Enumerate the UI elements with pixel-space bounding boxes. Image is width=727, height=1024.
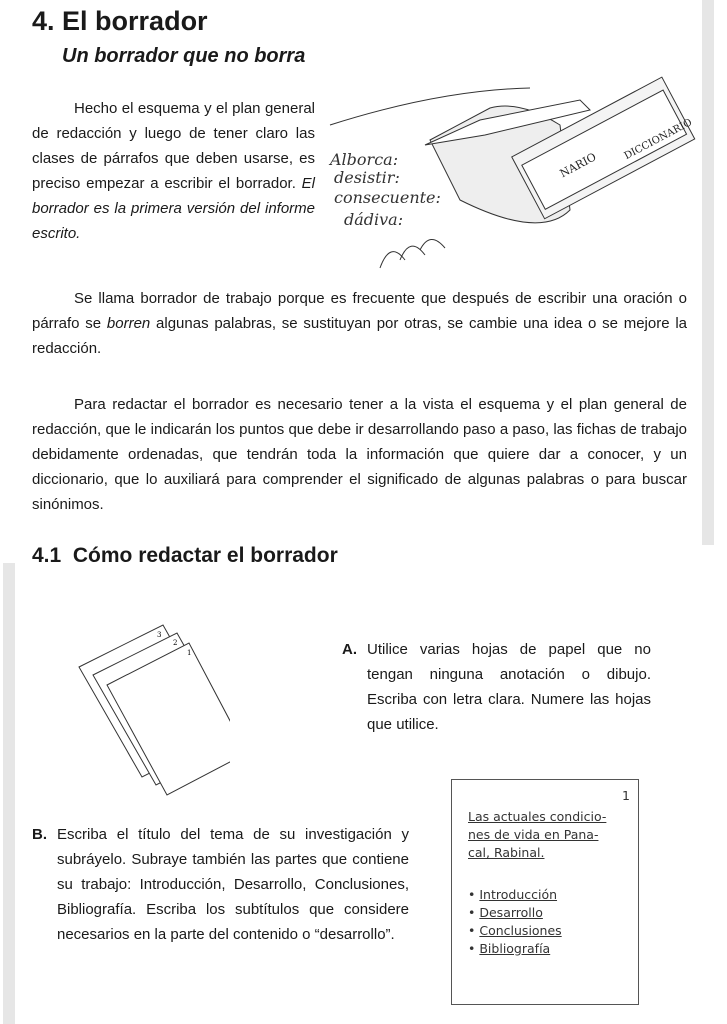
writing-illustration [320,70,700,270]
chapter-subtitle: Un borrador que no borra [62,45,306,67]
svg-text:DICCIONARIO: DICCIONARIO [622,117,695,163]
section-heading: 4.1 Cómo redactar el borrador [32,544,338,567]
svg-text:consecuente:: consecuente: [334,188,441,207]
sample-list-item: • Conclusiones [468,923,562,938]
intro-paragraph: Hecho el esquema y el plan general de redacción y luego de tener claro las clases de párrafos que deben usarse, es preciso empezar a escribir el borrador. El borrador es la primera versión del informe escrito. [32,100,315,242]
sample-page-number: 1 [622,788,630,803]
svg-text:desistir:: desistir: [334,168,400,187]
sample-draft-page [451,779,639,1005]
paragraph-borrador-definition: Se llama borrador de trabajo porque es frecuente que después de escribir una oración o párrafo se borren algunas palabras, se sustituyan por otras, se cambie una idea o se mejore la redacción. [32,290,688,357]
sample-title-line: cal, Rabinal. [468,845,545,860]
svg-text:dádiva:: dádiva: [344,210,404,229]
svg-text:Alborca:: Alborca: [330,150,399,169]
sample-list-item: • Bibliografía [468,941,551,956]
svg-text:3: 3 [157,631,162,639]
sample-title-line: Las actuales condicio- [468,809,607,824]
stacked-sheets-illustration [70,615,230,805]
svg-text:NARIO: NARIO [557,150,599,181]
svg-text:1: 1 [187,649,192,657]
paragraph-requirements: Para redactar el borrador es necesario tener a la vista el esquema y el plan general de redacción, que le indicarán los puntos que debe ir desarrollando paso a paso, las fichas de trabajo debidamente ordenadas, que tendrán toda la información que quiere dar a conocer, y un diccionario, que lo auxiliará para comprender el significado de algunas palabras o para buscar sinónimos. [32,396,687,513]
sample-list-item: • Introducción [468,887,558,902]
chapter-heading: 4. El borrador [32,6,208,36]
step-a: A. Utilice varias hojas de papel que no tengan ninguna anotación o dibujo. Escriba con letra clara. Numere las hojas que utilice. [342,641,651,733]
margin-bar-left [3,563,15,1024]
sample-list-item: • Desarrollo [468,905,543,920]
margin-bar-right [702,0,714,545]
svg-text:2: 2 [173,639,178,647]
step-b: B. Escriba el título del tema de su investigación y subráyelo. Subraye también las partes que contiene su trabajo: Introducción, Desarrollo, Conclusiones, Bibliografía. Escriba los subtítulos que considere necesarios en la parte del contenido o “desarrollo”. [32,826,409,943]
sample-title-line: nes de vida en Pana- [468,827,599,842]
